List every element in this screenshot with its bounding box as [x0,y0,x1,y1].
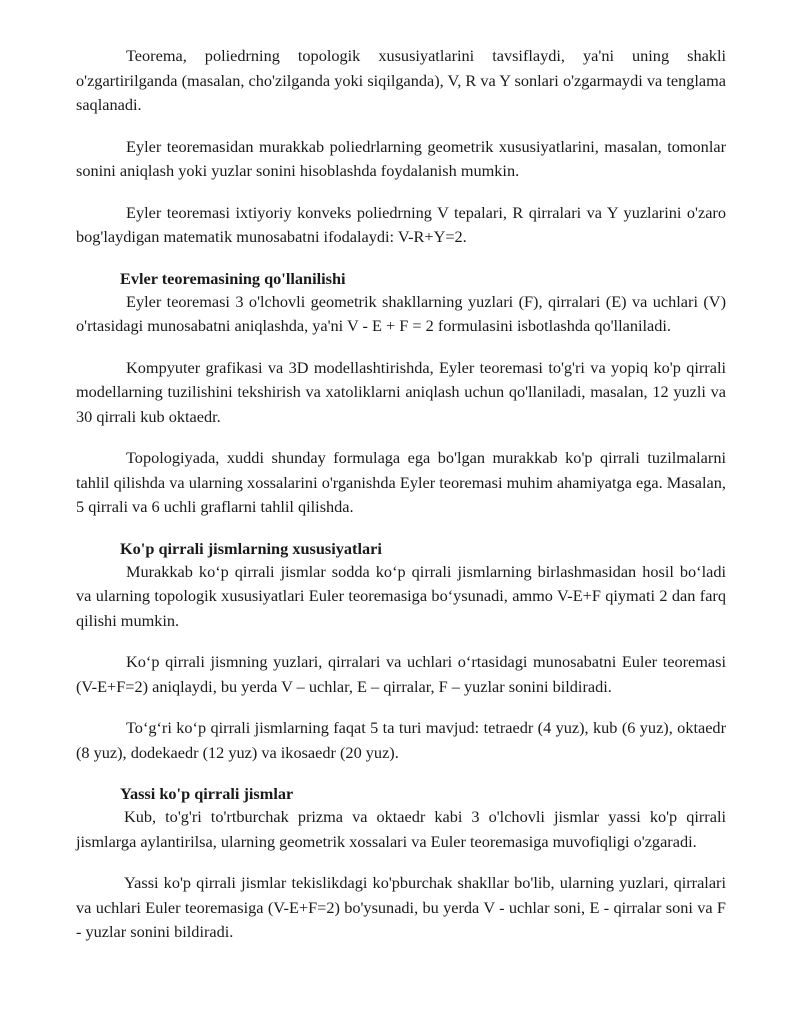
paragraph: Eyler teoremasi 3 o'lchovli geometrik shakllarning yuzlari (F), qirralari (E) va uchlari (V) o'rtasidagi munosabatni aniqlashda, ya'ni V - E + F = 2 formulasini isbotlashda qo'llaniladi. [76,291,726,335]
paragraph: Eyler teoremasi ixtiyoriy konveks poliedrning V tepalari, R qirralari va Y yuzlarini o'zaro bog'laydigan matematik munosabatni ifodalaydi: V-R+Y=2. [76,202,726,246]
section-heading: Evler teoremasining qo'llanilishi [120,268,346,288]
paragraph: Eyler teoremasidan murakkab poliedrlarning geometrik xususiyatlarini, masalan, tomonlar sonini aniqlash yoki yuzlar sonini hisoblashda foydalanish mumkin. [76,136,726,180]
paragraph: To‘g‘ri ko‘p qirrali jismlarning faqat 5 ta turi mavjud: tetraedr (4 yuz), kub (6 yuz), oktaedr (8 yuz), dodekaedr (12 yuz) va ikosaedr (20 yuz). [76,718,726,762]
section-heading: Yassi ko'p qirrali jismlar [120,784,294,803]
paragraph: Kompyuter grafikasi va 3D modellashtirishda, Eyler teoremasi to'g'ri va yopiq ko'p qirrali modellarning tuzilishini tekshirish va xatoliklarni aniqlash uchun qo'llaniladi, masalan, 12 yuzli va 30 qirrali kub oktaedr. [76,357,726,426]
document-body [76,44,726,945]
paragraph: Ko‘p qirrali jismning yuzlari, qirralari va uchlari o‘rtasidagi munosabatni Euler teoremasi (V-E+F=2) aniqlaydi, bu yerda V – uchlar, E – qirralar, F – yuzlar sonini bildiradi. [76,652,726,696]
section-heading: Ko'p qirrali jismlarning xususiyatlari [120,538,382,558]
paragraph: Kub, to'g'ri to'rtburchak prizma va oktaedr kabi 3 o'lchovli jismlar yassi ko'p qirrali jismlarga aylantirilsa, ularning geometrik xossalari va Euler teoremasiga muvofiqligi o'zgaradi. [76,807,726,851]
paragraph: Murakkab ko‘p qirrali jismlar sodda ko‘p qirrali jismlarning birlashmasidan hosil bo‘ladi va ularning topologik xususiyatlari Euler teoremasiga bo‘ysunadi, ammo V-E+F qiymati 2 dan farq qilishi mumkin. [76,561,726,630]
paragraph: Topologiyada, xuddi shunday formulaga ega bo'lgan murakkab ko'p qirrali tuzilmalarni tahlil qilishda va ularning xossalarini o'rganishda Eyler teoremasi muhim ahamiyatga ega. Masalan, 5 qirrali va 6 uchli graflarni tahlil qilishda. [76,448,726,516]
paragraph: Teorema, poliedrning topologik xususiyatlarini tavsiflaydi, ya'ni uning shakli o'zgartirilganda (masalan, cho'zilganda yoki siqilganda), V, R va Y sonlari o'zgarmaydi va tenglama saqlanadi. [76,46,726,114]
paragraph: Yassi ko'p qirrali jismlar tekislikdagi ko'pburchak shakllar bo'lib, ularning yuzlari, qirralari va uchlari Euler teoremasiga (V-E+F=2) bo'ysunadi, bu yerda V - uchlar soni, E - qirralar soni va F - yuzlar sonini bildiradi. [76,873,726,941]
